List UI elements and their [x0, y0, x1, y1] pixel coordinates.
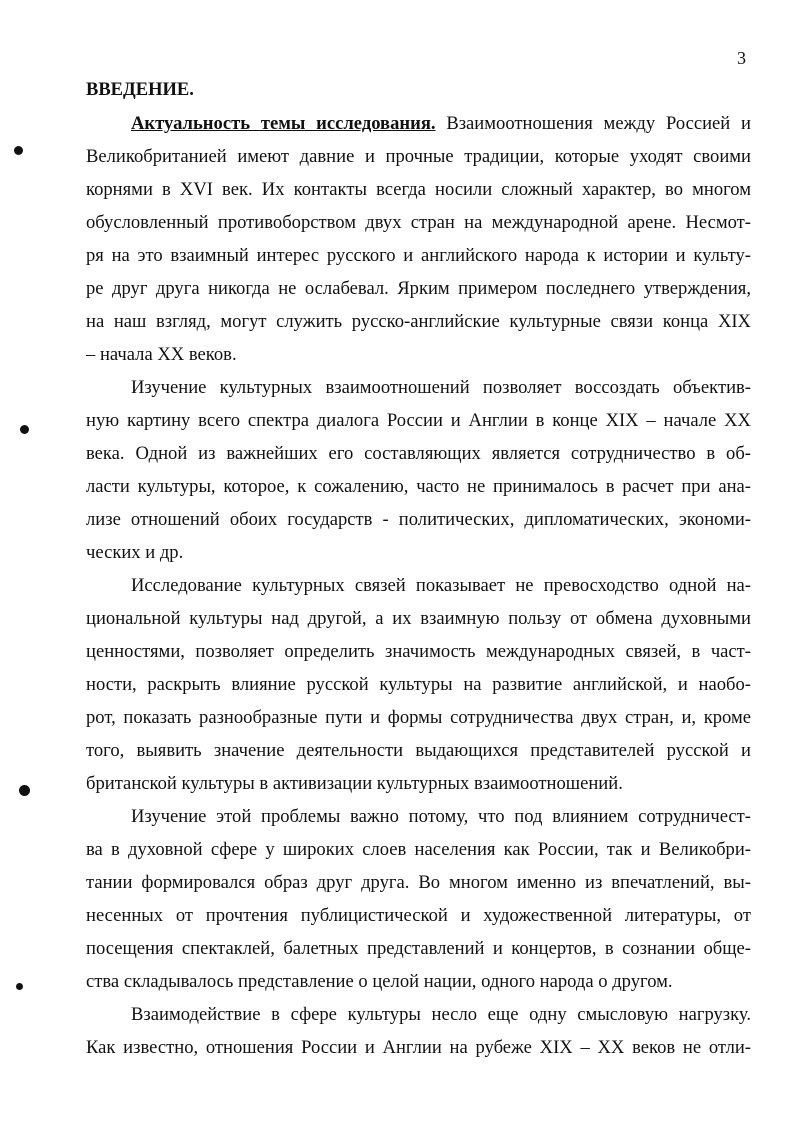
text-line: Взаимодействие в сфере культуры несло еще одну смысловую нагрузку. [131, 1004, 751, 1025]
text-line: ре друг друга никогда не ослабевал. Ярким примером последнего утверждения, [86, 278, 751, 299]
text-line: ности, раскрыть влияние русской культуры на развитие английской, и наобо- [86, 674, 751, 695]
first-paragraph-line [131, 113, 751, 135]
binding-mark [14, 146, 23, 155]
text-line: Изучение культурных взаимоотношений позволяет воссоздать объектив- [131, 377, 751, 398]
text-line: – начала XX веков. [86, 344, 237, 365]
text-line: ства складывалось представление о целой нации, одного народа о другом. [86, 971, 673, 992]
text-line: ря на это взаимный интерес русского и английского народа к истории и культу- [86, 245, 751, 266]
text-line: Как известно, отношения России и Англии на рубеже XIX – XX веков не отли- [86, 1037, 751, 1058]
binding-mark [19, 785, 30, 796]
text-line: ласти культуры, которое, к сожалению, часто не принималось в расчет при ана- [86, 476, 751, 497]
text-line: на наш взгляд, могут служить русско-английские культурные связи конца XIX [86, 311, 751, 332]
text-line: британской культуры в активизации культурных взаимоотношений. [86, 773, 623, 794]
binding-mark [20, 425, 29, 434]
text-line: несенных от прочтения публицистической и художественной литературы, от [86, 905, 751, 926]
text-line: корнями в XVI век. Их контакты всегда носили сложный характер, во многом [86, 179, 751, 200]
text-line: Исследование культурных связей показывает не превосходство одной на- [131, 575, 751, 596]
text-line: Великобританией имеют давние и прочные традиции, которые уходят своими [86, 146, 751, 167]
text-line: Изучение этой проблемы важно потому, что под влиянием сотрудничест- [131, 806, 751, 827]
text-line: века. Одной из важнейших его составляющих является сотрудничество в об- [86, 443, 751, 464]
text-line: ценностями, позволяет определить значимость международных связей, в част- [86, 641, 751, 662]
text-line: рот, показать разнообразные пути и формы сотрудничества двух стран, и, кроме [86, 707, 751, 728]
text-line: циональной культуры над другой, а их взаимную пользу от обмена духовными [86, 608, 751, 629]
text-line: ческих и др. [86, 542, 184, 563]
section-heading: ВВЕДЕНИЕ. [86, 80, 194, 100]
text-line: лизе отношений обоих государств - политических, дипломатических, экономи- [86, 509, 751, 530]
text-line: ную картину всего спектра диалога России и Англии в конце XIX – начале XX [86, 410, 751, 431]
text-line: обусловленный противоборством двух стран на международной арене. Несмот- [86, 212, 751, 233]
topic-relevance-title: Актуальность темы исследования. [131, 113, 436, 134]
page-number: 3 [737, 48, 746, 68]
first-line-text: Взаимоотношения между Россией и [446, 113, 751, 134]
text-line: посещения спектаклей, балетных представлений и концертов, в сознании обще- [86, 938, 751, 959]
text-line: тании формировался образ друг друга. Во многом именно из впечатлений, вы- [86, 872, 751, 893]
binding-mark [16, 983, 23, 990]
text-line: ва в духовной сфере у широких слоев населения как России, так и Великобри- [86, 839, 751, 860]
text-line: того, выявить значение деятельности выдающихся представителей русской и [86, 740, 751, 761]
